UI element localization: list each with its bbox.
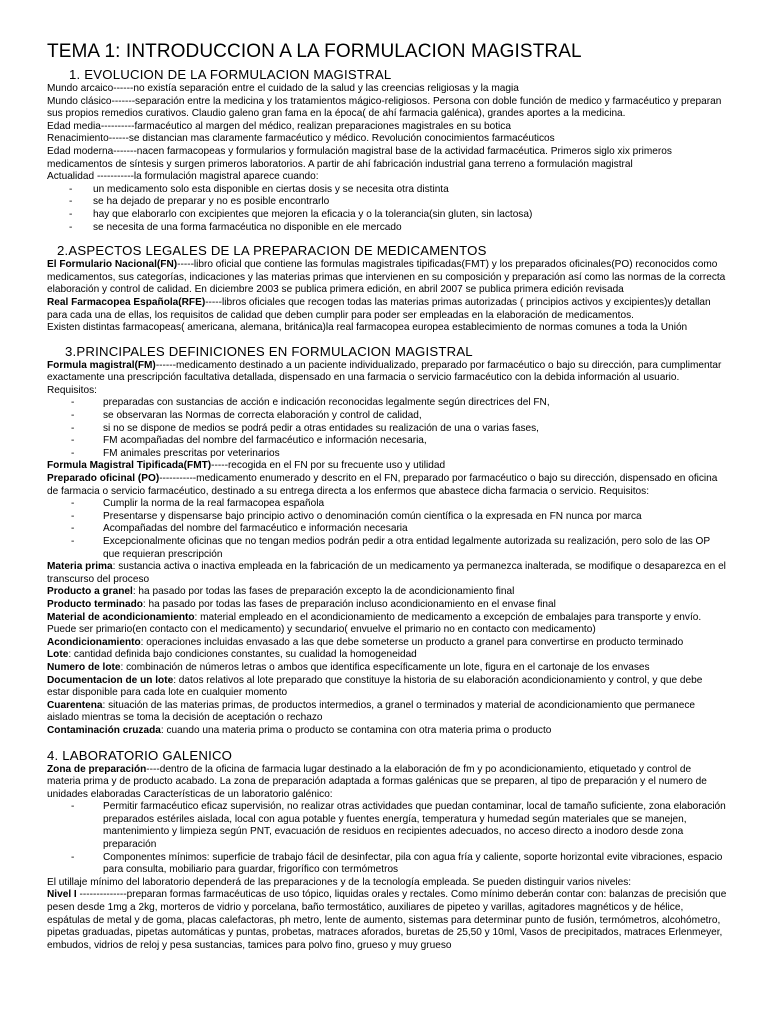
definition-term: Documentacion de un lote	[47, 674, 174, 686]
term-formula-magistral: Formula magistral(FM)	[47, 359, 156, 371]
term-formulario-nacional: El Formulario Nacional(FN)	[47, 259, 178, 271]
list-item: - se necesita de una forma farmacéutica no disponible en ele mercado	[47, 222, 727, 235]
definition-text: : ha pasado por todas las fases de preparación excepto la de acondicionamiento final	[132, 586, 515, 598]
section-3-heading: 3.PRINCIPALES DEFINICIONES EN FORMULACION MAGISTRAL	[65, 343, 473, 359]
definition-term: Producto terminado	[47, 598, 143, 610]
definition-term: Materia prima	[47, 561, 113, 573]
definition-row	[47, 725, 727, 738]
section-2-heading: 2.ASPECTOS LEGALES DE LA PREPARACION DE MEDICAMENTOS	[57, 243, 487, 259]
definition-term: Acondicionamiento	[47, 636, 141, 648]
list-item: - preparadas con sustancias de acción e indicación reconocidas legalmente según directrices del FN,	[47, 397, 727, 410]
definition-row	[47, 700, 727, 725]
definition-term: Producto a granel	[47, 586, 133, 598]
definition-text: : cuando una materia prima o producto se contamina con otra materia prima o producto	[160, 724, 552, 736]
list-item: - si no se dispone de medios se podrá pedir a otras entidades su realización de una o varias fases,	[47, 423, 727, 436]
paragraph-zona-preparacion	[47, 764, 727, 802]
definition-term: Contaminación cruzada	[47, 724, 161, 736]
definition-text: : cantidad definida bajo condiciones constantes, su cualidad la homogeneidad	[68, 649, 417, 661]
fm-requirements-list	[47, 397, 727, 460]
paragraph-utillaje: El utillaje mínimo del laboratorio dependerá de las preparaciones y de la tecnología empleada. Se pueden distinguir varios niveles:	[47, 876, 632, 888]
list-item: - Permitir farmacéutico eficaz supervisión, no realizar otras actividades que puedan contaminar, local de tamaño suficiente, zona elaboración preparados estériles aislada, local con agua potable y fuentes energía, temperatura y humedad según materiales que se manejen, mantenimiento y limpieza según PNT, evacuación de residuos en recipientes adecuados, no acceso directo a inodoro desde zona preparación	[47, 801, 727, 851]
page-title: TEMA 1: INTRODUCCION A LA FORMULACION MAGISTRAL	[47, 41, 582, 62]
paragraph-edad-moderna: Edad moderna-------nacen farmacopeas y formularios y formulación magistral base de la actividad farmacéutica. Primeros siglo xix primeros medicamentos de síntesis y surgen primeros laboratorios. A partir de ahí fabricación industrial gana terreno a formulación magistral	[47, 145, 672, 170]
definition-row	[47, 599, 727, 612]
definition-text: -----recogida en el FN por su frecuente uso y utilidad	[211, 460, 446, 472]
list-item: - un medicamento solo esta disponible en ciertas dosis y se necesita otra distinta	[47, 184, 727, 197]
definition-row	[47, 637, 727, 650]
paragraph-mundo-clasico: Mundo clásico-------separación entre la medicina y los tratamientos mágico-religiosos. Persona con doble función de medico y farmacéutico y preparan sus propios remedios curativos. Claudio galeno gran fama en la época( de ahí farmacia galénica), grandes aportes a la medicina.	[47, 95, 722, 120]
definition-text: ------medicamento destinado a un paciente individualizado, preparado por farmacéutico o bajo su dirección, para cumplimentar exactamente una prescripción facultativa detallada, dispensado en una farmacia o servicio farmacéutico con la debida información al usuario. Requisitos:	[47, 359, 722, 396]
definition-row	[47, 675, 727, 700]
term-nivel-1: Nivel I	[47, 889, 77, 901]
paragraph-real-farmacopea	[47, 297, 727, 322]
definition-term: Numero de lote	[47, 661, 121, 673]
definition-text: : operaciones incluidas envasado a las que debe someterse un producto a granel para convertirse en producto terminado	[140, 636, 684, 648]
paragraph-actualidad: Actualidad -----------la formulación magistral aparece cuando:	[47, 171, 319, 183]
paragraph-formulario-nacional	[47, 259, 727, 297]
definition-text: -----libro oficial que contiene las formulas magistrales tipificadas(FMT) y los preparados oficinales(PO) reconocidos como medicamentos, sus categorías, indicaciones y las materias primas que intervienen en su composición y preparación así como las normas de la correcta elaboración y control de calidad. En diciembre 2003 se publica primera edición, en abril 2007 se publica primera edición revisada	[47, 259, 726, 296]
definition-term: Material de acondicionamiento	[47, 611, 195, 623]
list-item: - se ha dejado de preparar y no es posible encontrarlo	[47, 196, 727, 209]
paragraph-fmt	[47, 460, 727, 473]
definition-text: : ha pasado por todas las fases de preparación incluso acondicionamiento en el envase final	[142, 598, 556, 610]
definition-row	[47, 662, 727, 675]
definition-term: Cuarentena	[47, 699, 103, 711]
list-item: - Excepcionalmente oficinas que no tengan medios podrán pedir a otra entidad legalmente autorizada su realización, pero solo de las OP que requieran prescripción	[47, 536, 727, 561]
list-item: - Cumplir la norma de la real farmacopea española	[47, 498, 727, 511]
definition-row	[47, 649, 727, 662]
laboratorio-list	[47, 801, 727, 877]
definition-text: : situación de las materias primas, de productos intermedios, a granel o terminados y material de acondicionamiento que permanece aislado mientras se toma la decisión de aceptación o rechazo	[47, 699, 696, 724]
section-1-heading: 1. EVOLUCION DE LA FORMULACION MAGISTRAL	[69, 67, 392, 82]
definition-row	[47, 561, 727, 586]
paragraph-nivel-1	[47, 889, 727, 952]
term-preparado-oficinal: Preparado oficinal (PO)	[47, 473, 160, 485]
po-requirements-list	[47, 498, 727, 561]
definition-term: Lote	[47, 649, 69, 661]
list-item: - Presentarse y dispensarse bajo principio activo o denominación común científica o la expresada en FN nunca por marca	[47, 511, 727, 524]
term-real-farmacopea: Real Farmacopea Española(RFE)	[47, 296, 206, 308]
paragraph-formula-magistral	[47, 360, 727, 398]
definition-text: : combinación de números letras o ambos que identifica específicamente un lote, figura en el cartonaje de los envases	[120, 661, 650, 673]
paragraph-mundo-arcaico: Mundo arcaico------no existía separación entre el cuidado de la salud y las creencias religiosas y la magia	[47, 83, 519, 94]
list-item: - FM animales prescritas por veterinarios	[47, 448, 727, 461]
definition-text: : sustancia activa o inactiva empleada en la fabricación de un medicamento ya permanezca inalterada, se modifique o desaparezca en el transcurso del proceso	[47, 561, 726, 585]
paragraph-farmacopeas: Existen distintas farmacopeas( americana, alemana, británica)la real farmacopea europea establecimiento de normas comunes a toda la Unión	[47, 322, 688, 334]
definition-text: --------------preparan formas farmacéuticas de uso tópico, liquidas orales y rectales. Como mínimo deberán contar con: balanzas de precisión que pesen desde 1mg a 2kg, morteros de vidrio y porcelana, baño termostático, auxiliares de pipeteo y varillas, agitadores magnéticos y de hélice, espátulas de metal y de goma, placas calefactoras, ph metro, lente de aumento, sistemas para determinar punto de fusión, termómetros, alcohómetro, pipetas graduadas, pipetas automáticas y puntas, probetas, matraces aforados, buretas de 25,50 y 10ml, Vasos de precipitados, matraces Erlenmeyer, embudos, vidrios de reloj y pesa sustancias, tamices para polvo fino, grueso y muy grueso	[47, 889, 727, 951]
document-page	[47, 40, 727, 952]
term-zona-preparacion: Zona de preparación	[47, 763, 147, 775]
paragraph-edad-media: Edad media----------farmacéutico al margen del médico, realizan preparaciones magistrales en su botica	[47, 120, 511, 132]
paragraph-renacimiento: Renacimiento------se distancian mas claramente farmacéutico y médico. Revolución conocimientos farmacéuticos	[47, 133, 555, 145]
paragraph-preparado-oficinal	[47, 473, 727, 498]
list-item: - Acompañadas del nombre del farmacéutico e información necesaria	[47, 523, 727, 536]
definition-text: -----------medicamento enumerado y descrito en el FN, preparado por farmacéutico o bajo su dirección, dispensado en oficina de farmacia o servicio farmacéutico, destinado a su entrega directa a los enfermos que abastece dicha farmacia o servicio. Requisitos:	[47, 473, 718, 497]
list-item: - se observaran las Normas de correcta elaboración y control de calidad,	[47, 410, 727, 423]
list-item: - Componentes mínimos: superficie de trabajo fácil de desinfectar, pila con agua fría y caliente, soporte horizontal evite vibraciones, espacio para consulta, mobiliario para guardar, frigorífico con termómetros	[47, 852, 727, 877]
definition-row	[47, 586, 727, 599]
definition-text: ----dentro de la oficina de farmacia lugar destinado a la elaboración de fm y po acondicionamiento, etiquetado y control de materia prima y de producto acabado. La zona de preparación adaptada a formas galénicas que se preparen, al tipo de preparación y el numero de unidades elaboradas Características de un laboratorio galénico:	[47, 763, 707, 800]
definition-text: : datos relativos al lote preparado que constituye la historia de su elaboración acondicionamiento y control, y que debe estar disponible para cada lote en cualquier momento	[47, 674, 703, 699]
list-item: - FM acompañadas del nombre del farmacéutico e información necesaria,	[47, 435, 727, 448]
definition-row	[47, 612, 727, 637]
actualidad-list	[47, 184, 727, 234]
term-fmt: Formula Magistral Tipificada(FMT)	[47, 460, 212, 472]
definition-text: : material empleado en el acondicionamiento de medicamento a excepción de embalajes para transporte y envío. Puede ser primario(en contacto con el medicamento) y secundario( envuelve el primario no en contacto con medicamento)	[47, 611, 702, 636]
section-4-heading: 4. LABORATORIO GALENICO	[47, 747, 233, 763]
definition-text: -----libros oficiales que recogen todas las materias primas autorizadas ( principios activos y excipientes)y detallan para cada una de ellas, los requisitos de calidad que deben cumplir para poder ser empleadas en la elaboración de medicamentos.	[47, 296, 711, 321]
list-item: - hay que elaborarlo con excipientes que mejoren la eficacia y o la tolerancia(sin gluten, sin lactosa)	[47, 209, 727, 222]
